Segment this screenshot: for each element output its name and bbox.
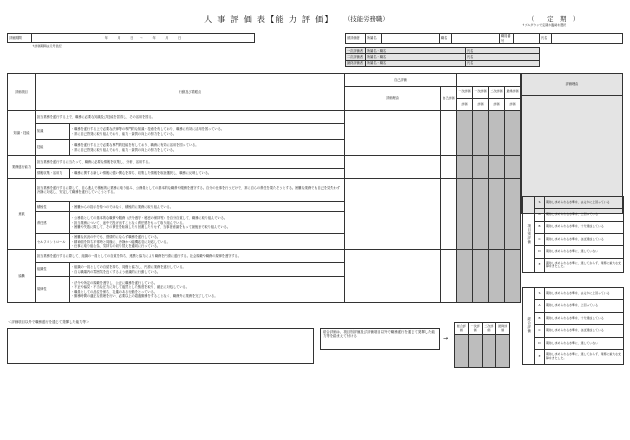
legend-grade: S <box>535 197 545 209</box>
second-eval-cell[interactable] <box>489 178 505 249</box>
legend2-text: 期待し求められる水準を、十分達成している <box>545 312 624 324</box>
sub-item-points: ・職務に関する新しい情報に強い関心を持ち、収集した情報を取捨選択し、職務に反映している。 <box>70 168 345 178</box>
overall-table <box>454 322 510 368</box>
legend2-title: 総合評価 <box>526 317 531 334</box>
sub-item-points: ・職務を遂行する上で必要な法律等の専門的な知識・技術を有しており、職務に有効に活用を図っている。 ・常に自己啓発に取り組んでおり、能力・資質の向上の努力をしている。 <box>70 124 345 140</box>
legend-grade: A <box>535 209 545 221</box>
period-note: ↑評価期間は元号表記 <box>32 44 62 48</box>
col-eval: 評価 <box>505 99 521 111</box>
first-eval-cell[interactable] <box>473 178 489 249</box>
self-reason-input[interactable] <box>345 111 441 156</box>
legend2-grade: B <box>535 312 545 324</box>
evaluator-label: 二次評価者 <box>346 54 366 60</box>
name-label: 氏名 <box>540 34 552 44</box>
page-title: 人 事 評 価 表【能 力 評 価】 <box>204 14 334 24</box>
col-eval: 評価 <box>473 99 489 111</box>
eval-reason-head: 評価理由 <box>522 74 623 96</box>
overall-first-input[interactable] <box>468 335 482 368</box>
legend2-text: 期待し求められる水準に、達していない <box>545 337 624 349</box>
group-label: 協働 <box>8 250 36 303</box>
position-label: 職名 <box>440 34 452 44</box>
legend2-grade: S <box>535 288 545 300</box>
evaluation-table <box>7 73 521 303</box>
group-label: 知識・技能 <box>8 111 36 156</box>
sub-item-name: セルフコントロール <box>36 234 70 250</box>
sub-item-points: ・困難な状況の中でも、感情的にならず職務を遂行している。 ・精神面を持ち平常時と同様に、冷静かつ臨機応変に対応している。 ・仕事に取り組む為、気持ちの切り替えを適切に行っている。 <box>70 234 345 250</box>
job-type: （技能労務職） <box>344 15 389 23</box>
head-self-score: 自己評価 <box>441 86 457 110</box>
legend-text: 期待し求められる水準に、達しておらず、業務に重大な支障をきたした。 <box>545 258 624 272</box>
legend-text: 期待し求められる水準を、ほぼ達成している <box>545 233 624 245</box>
self-score-input[interactable] <box>441 250 457 303</box>
overall-final-label: 最終評価 <box>496 323 510 335</box>
legend2-grade: E <box>535 350 545 365</box>
overall-legend <box>522 287 624 365</box>
overall-second-input[interactable] <box>482 335 496 368</box>
overall-first-label: 一次評価 <box>468 323 482 335</box>
legend-title: 項目別評価 <box>526 223 531 244</box>
self-score-input[interactable] <box>441 156 457 179</box>
second-eval-cell[interactable] <box>489 111 505 156</box>
sub-item-name: 規律性 <box>36 277 70 303</box>
group-label: 業務遂行能力 <box>8 156 36 179</box>
evaluator-affiliation[interactable]: 所属名・職名 <box>366 60 466 66</box>
arrow-icon: → <box>443 335 449 342</box>
other-abilities-input[interactable] <box>7 328 314 364</box>
final-eval-cell[interactable] <box>505 156 521 179</box>
second-eval-cell[interactable] <box>489 250 505 303</box>
evaluator-table <box>345 47 540 67</box>
person-table <box>345 33 623 44</box>
final-eval-cell[interactable] <box>505 178 521 249</box>
sub-item-name: 情報収集・活用力 <box>36 168 70 178</box>
head-first-2: 一次評価 <box>473 86 489 98</box>
legend-grade: D <box>535 246 545 258</box>
first-eval-cell[interactable] <box>473 250 489 303</box>
item-legend <box>522 196 624 273</box>
final-eval-cell[interactable] <box>505 111 521 156</box>
group-lead: 担当業務を遂行するに際して、自ら進んで積極的に業務に取り組み、公務員としての基本的な職責や服務を遵守する。自分の仕事を行うだけで、常に自らの責任を果たそうとする。困難な業務でも自己を見失わず冷静に対応し、安定して職務を遂行していこうとする。 <box>36 178 345 201</box>
sub-item-name: 組織性 <box>36 263 70 277</box>
group-lead: 担当業務を遂行するに際して、組織の一員としての自覚を持ち、連携と協力により職務を円滑に遂行する。社会規範や職務の規律を遵守する。 <box>36 250 345 263</box>
evaluator-affiliation[interactable]: 所属名・職名 <box>366 54 466 60</box>
legend-grade: C <box>535 233 545 245</box>
self-score-input[interactable] <box>441 178 457 249</box>
period-type-note: ↑プルダウンで定期か臨時を選択 <box>522 23 567 27</box>
sub-item-points: ・法令や所定の規範を遵守し、公正に職務を遂行している。 ・不正や偏見・不当な圧力に対して毅然とした態度を取り、厳正に対処している。 ・職員としての品位を保ち、礼儀のある行動をとっている。 ・勤務時間の適正な管理を行い、必要以上の超過勤務をすることなく、職務外に業務を完了している。 <box>70 277 345 303</box>
head-second: 二次評価 <box>489 86 505 98</box>
first-eval-cell[interactable] <box>457 111 473 156</box>
first-eval-cell[interactable] <box>457 250 473 303</box>
period-table <box>7 33 255 43</box>
sub-item-name: 知識 <box>36 124 70 140</box>
legend-grade: E <box>535 258 545 272</box>
self-reason-input[interactable] <box>345 250 441 303</box>
legend-text: 期待し求められる水準を、十分達成している <box>545 221 624 233</box>
final-eval-cell[interactable] <box>505 250 521 303</box>
overall-label: 総合評価 <box>455 323 469 335</box>
first-eval-cell[interactable] <box>457 156 473 179</box>
evaluator-name[interactable]: 氏名 <box>466 48 540 54</box>
position-input[interactable] <box>452 34 500 44</box>
other-abilities-label: ＜評価項目以外で職務遂行を通じて発揮した能力等＞ <box>8 320 90 324</box>
overall-second-label: 二次評価 <box>482 323 496 335</box>
name-input[interactable] <box>552 34 623 44</box>
period-label: 評価期間 <box>8 34 32 43</box>
sub-item-points: ・職務を遂行する上で必要な専門的技能を有しており、職務に有効に活用を図っている。 ・常に自己啓発に取り組んでおり、能力・資質の向上の努力をしている。 <box>70 140 345 156</box>
head-first: 一次評価 <box>457 86 473 98</box>
first-eval-cell[interactable] <box>473 111 489 156</box>
legend2-grade: C <box>535 325 545 337</box>
legend-grade: B <box>535 221 545 233</box>
self-score-input[interactable] <box>441 111 457 156</box>
evaluator-name[interactable]: 氏名 <box>466 60 540 66</box>
staff-no-input[interactable] <box>514 34 540 44</box>
sub-item-points: ・公務員としての基本的な職責や服務（法令遵守・秘密の保持等）を自分自覚して、職務に取り組んでいる。 ・担当業務について、途中で投げ出すことなく責任感をもって取り組んでいる。 ・困難や失敗に際して、その責任を転嫁したり回避したりせず、当事者意識をもって最後まで取り組んでいる。 <box>70 212 345 234</box>
self-reason-input[interactable] <box>345 156 441 179</box>
second-eval-cell[interactable] <box>489 156 505 179</box>
legend2-text: 期待し求められる水準を、ほぼ達成している <box>545 325 624 337</box>
legend-text: 期待し求められる水準を、上回っている <box>545 209 624 221</box>
staff-no-label: 職員番号 <box>500 34 514 44</box>
evaluator-name[interactable]: 氏名 <box>466 54 540 60</box>
head-self-eval: 自己評価 <box>345 74 457 87</box>
legend2-text: 期待し求められる水準を、上回っている <box>545 300 624 312</box>
overall-note: 総合評価は、項目別評価及び評価項目以外で職務遂行を通じて発揮した能力等を踏まえて付ける <box>320 328 440 350</box>
legend2-text: 期待し求められる水準に、達しておらず、業務に重大な支障をきたした。 <box>545 350 624 365</box>
legend2-grade: A <box>535 300 545 312</box>
legend2-grade: D <box>535 337 545 349</box>
group-lead: 担当業務を遂行するに当たって、職務に必要な情報を収集し、分析、活用する。 <box>36 156 345 169</box>
sub-item-name: 責任感 <box>36 212 70 234</box>
first-eval-cell[interactable] <box>473 156 489 179</box>
evaluator-label: 最終評価者 <box>346 60 366 66</box>
affiliation-input[interactable] <box>382 34 440 44</box>
period-input[interactable]: 年 月 日 ～ 年 月 日 <box>32 34 255 43</box>
sub-item-points: ・組織の一員としての自覚を持ち、同僚と協力し、円滑に業務を遂行している。 ・自ら職場内の雰囲気を良くするよう意識的に行動している。 <box>70 263 345 277</box>
sub-item-name: 技能 <box>36 140 70 156</box>
self-reason-input[interactable] <box>345 178 441 249</box>
head-final: 最終評価 <box>505 86 521 98</box>
sub-item-name: 積極性 <box>36 202 70 212</box>
col-eval: 評価 <box>457 99 473 111</box>
legend2-text: 期待し求められる水準を、はるかに上回っている <box>545 288 624 300</box>
evaluator-affiliation[interactable]: 所属名・職名 <box>366 48 466 54</box>
col-eval: 評価 <box>489 99 505 111</box>
overall-input[interactable] <box>455 335 469 368</box>
period-type-select[interactable]: （ 定 期 ） <box>528 15 580 23</box>
overall-final-input[interactable] <box>496 335 510 368</box>
affiliation-label: 所属名 <box>366 34 382 44</box>
legend-text: 期待し求められる水準に、達していない <box>545 246 624 258</box>
head-self-reason: 評価理由 <box>345 86 441 110</box>
head-item: 評価項目 <box>8 74 36 111</box>
head-behavior: 行動及び着眼点 <box>36 74 345 111</box>
target-label: 被評価者 <box>346 34 366 44</box>
sub-item-points: ・困難からの指示を待つのではなく、積極的に業務に取り組んでいる。 <box>70 202 345 212</box>
first-eval-cell[interactable] <box>457 178 473 249</box>
group-label: 意欲 <box>8 178 36 249</box>
evaluator-label: 一次評価者 <box>346 48 366 54</box>
group-lead: 担当業務を遂行する上で、職務に必要な知識及び技能を習得し、その活用を図る。 <box>36 111 345 124</box>
legend-text: 期待し求められる水準を、はるかに上回っている <box>545 197 624 209</box>
